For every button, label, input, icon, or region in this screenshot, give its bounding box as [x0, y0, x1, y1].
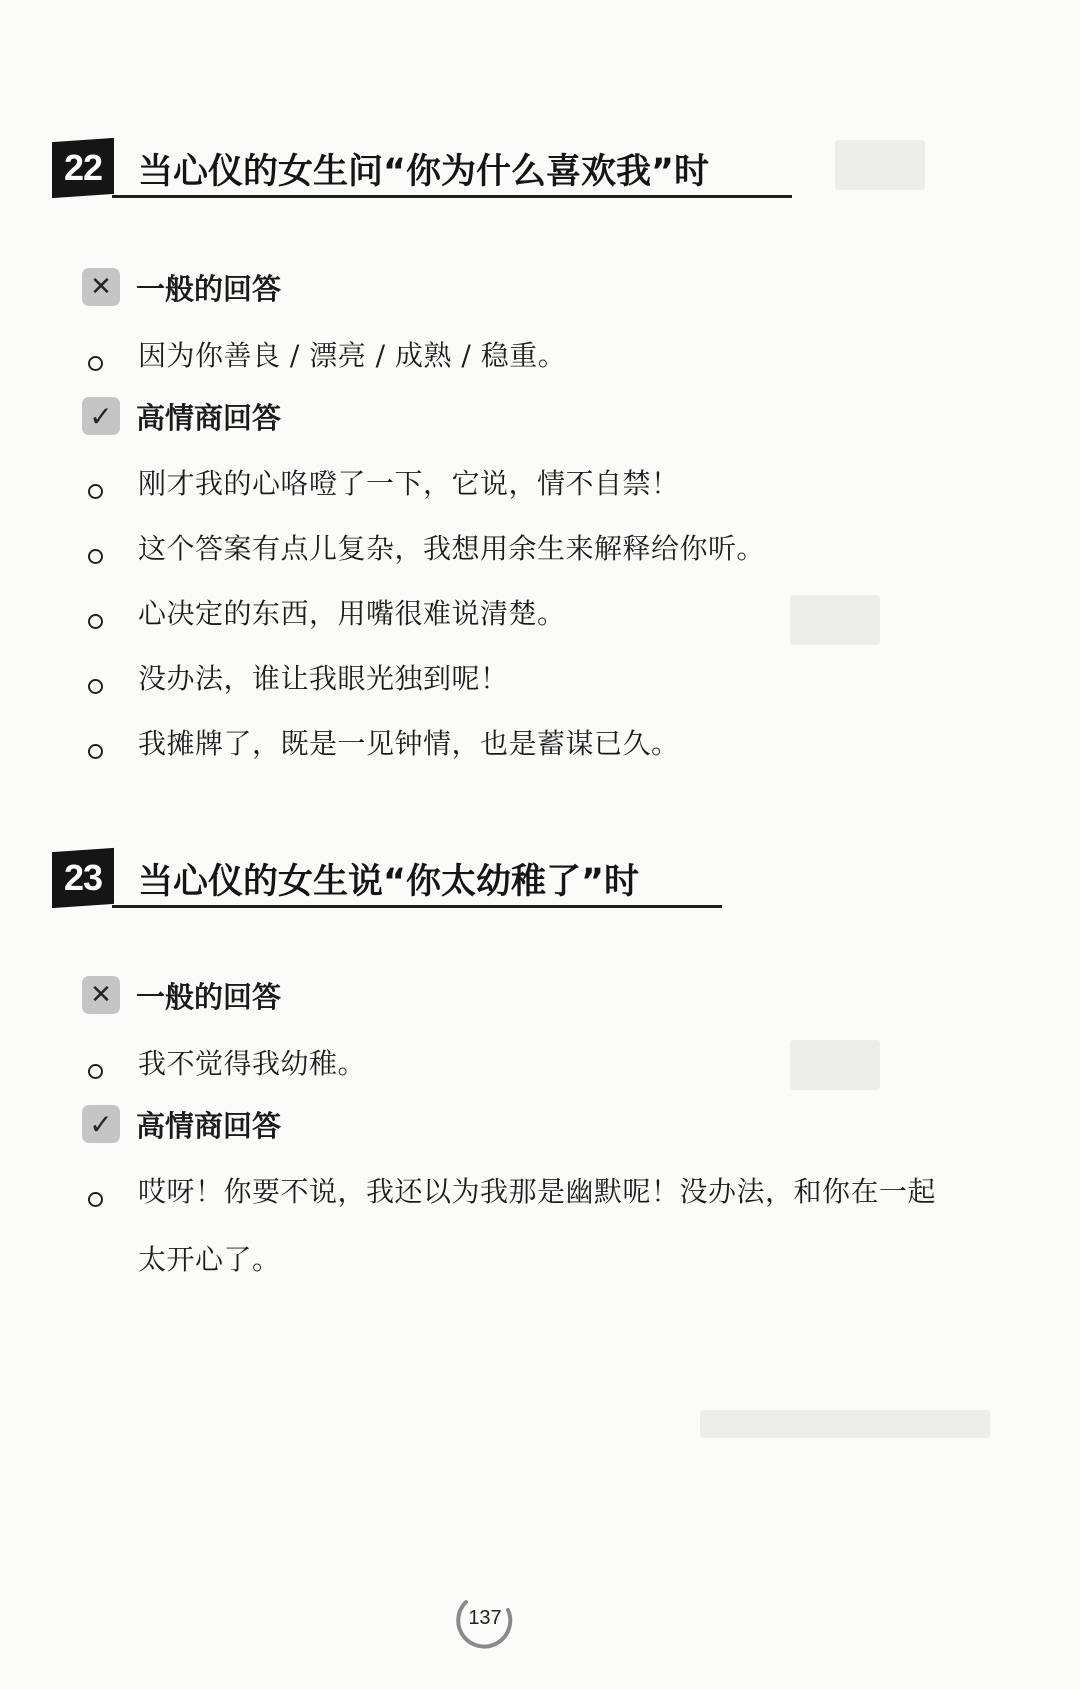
eq-answer-label: 高情商回答 — [136, 400, 282, 435]
normal-answer-label: 一般的回答 — [136, 979, 282, 1014]
section-number-badge: 23 — [52, 848, 114, 908]
circle-bullet-icon — [88, 356, 103, 371]
normal-answer-heading — [82, 973, 281, 1017]
circle-bullet-icon — [88, 1192, 103, 1207]
normal-answer-heading — [82, 265, 281, 309]
circle-bullet-icon — [88, 614, 103, 629]
answer-text: 我摊牌了，既是一见钟情，也是蓄谋已久。 — [138, 727, 680, 760]
answer-text: 因为你善良 / 漂亮 / 成熟 / 稳重。 — [138, 339, 567, 372]
answer-text: 没办法，谁让我眼光独到呢！ — [138, 662, 509, 695]
page-number — [452, 1588, 518, 1654]
eq-answer-heading — [82, 394, 281, 438]
answer-text: 哎呀！你要不说，我还以为我那是幽默呢！没办法，和你在一起太开心了。 — [138, 1175, 937, 1276]
title-underline — [112, 195, 792, 198]
check-mark-icon: ✓ — [82, 1105, 120, 1143]
answer-text: 心决定的东西，用嘴很难说清楚。 — [138, 597, 566, 630]
eq-answer-heading — [82, 1102, 281, 1146]
title-underline — [112, 905, 722, 908]
answer-text: 我不觉得我幼稚。 — [138, 1047, 367, 1080]
eq-answer-label: 高情商回答 — [136, 1108, 282, 1143]
normal-answer-label: 一般的回答 — [136, 271, 282, 306]
circle-bullet-icon — [88, 679, 103, 694]
circle-bullet-icon — [88, 484, 103, 499]
section-title: 当心仪的女生问“你为什么喜欢我”时 — [138, 152, 710, 192]
bleed-through-background — [640, 0, 1080, 1689]
section-number-badge: 22 — [52, 138, 114, 198]
circle-bullet-icon — [88, 1064, 103, 1079]
answer-text: 这个答案有点儿复杂，我想用余生来解释给你听。 — [138, 532, 766, 565]
circle-bullet-icon — [88, 744, 103, 759]
check-mark-icon: ✓ — [82, 397, 120, 435]
answer-text: 刚才我的心咯噔了一下，它说，情不自禁！ — [138, 467, 680, 500]
section-title: 当心仪的女生说“你太幼稚了”时 — [138, 862, 640, 902]
circle-bullet-icon — [88, 549, 103, 564]
x-mark-icon: ✕ — [82, 976, 120, 1014]
page-number-text: 137 — [468, 1607, 502, 1629]
x-mark-icon: ✕ — [82, 268, 120, 306]
